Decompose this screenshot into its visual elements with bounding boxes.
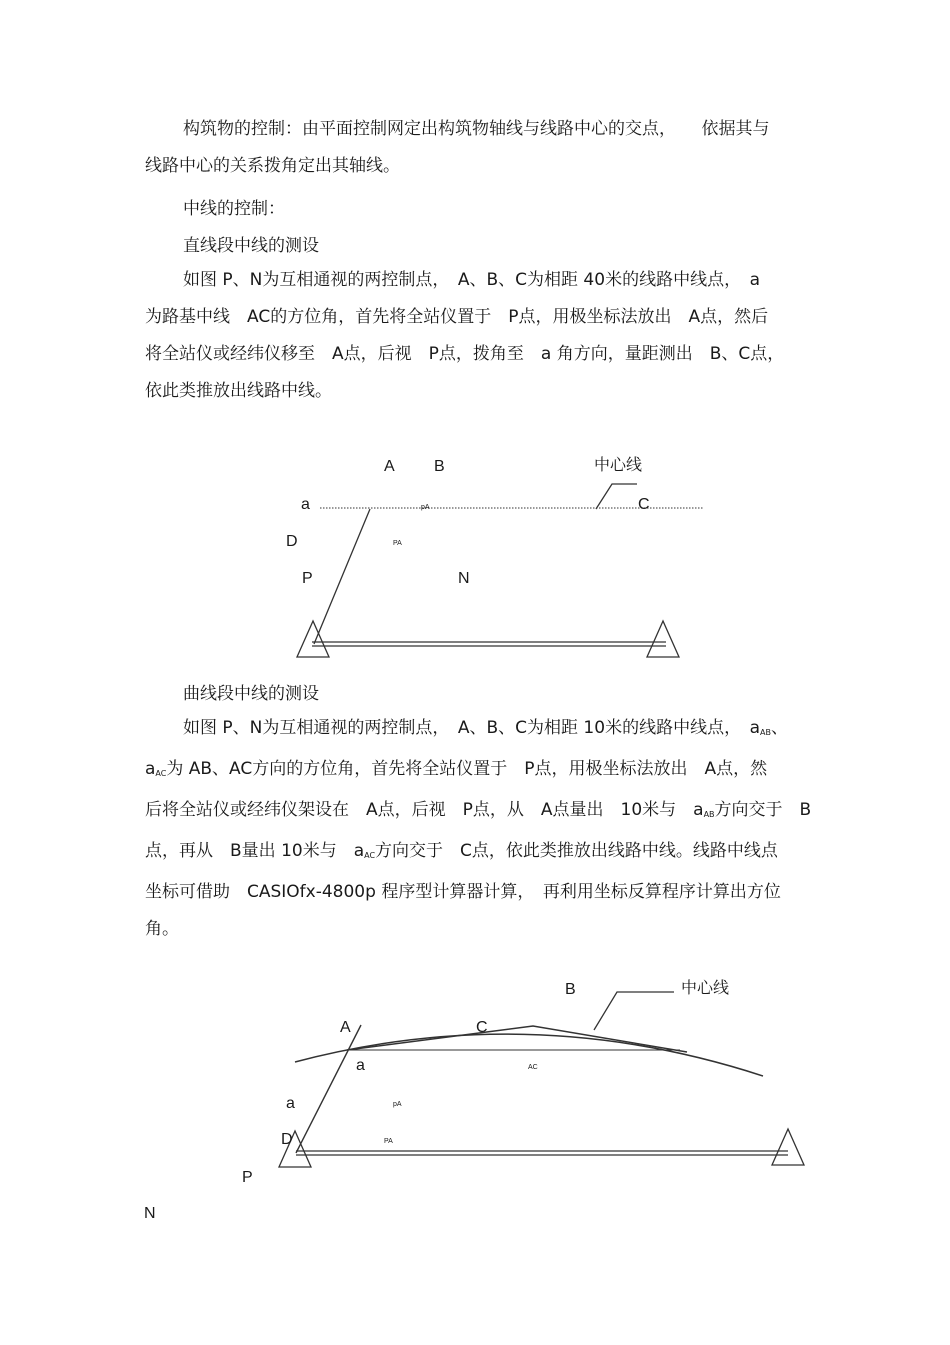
- text-run: 点，再从 B量出 10米与 a: [145, 841, 365, 861]
- text-run: 如图 P、N为互相通视的两控制点， A、B、C为相距 10米的线路中线点， a: [183, 718, 760, 738]
- text-run: 方向交于 B: [714, 800, 812, 820]
- text-line: 依此类推放出线路中线。: [145, 381, 332, 401]
- subscript-AB: AB: [703, 810, 715, 819]
- label-PA: PA: [384, 1138, 393, 1145]
- label-a: a: [301, 496, 310, 513]
- line-P-to-A: [314, 509, 370, 644]
- label-pA: pA: [393, 1101, 402, 1108]
- text-run: 后将全站仪或经纬仪架设在 A点，后视 P点，从 A点量出 10米与 a: [145, 800, 704, 820]
- heading-centerline-control: 中线的控制：: [183, 199, 285, 219]
- chord-lines: [347, 1026, 687, 1052]
- text-line: [145, 751, 810, 792]
- text-line: 如图 P、N为互相通视的两控制点， A、B、C为相距 40米的线路中线点， a: [183, 270, 760, 290]
- subscript-AC: AC: [155, 769, 167, 778]
- label-A: A: [384, 458, 395, 475]
- label-A: A: [340, 1019, 351, 1036]
- label-C: C: [638, 496, 650, 513]
- subscript-AC: AC: [364, 851, 376, 860]
- label-a: a: [286, 1095, 295, 1112]
- label-AC: AC: [528, 1064, 538, 1071]
- figure-curve-centerline: [0, 965, 950, 1225]
- control-point-N-triangle: [772, 1129, 804, 1165]
- text-line: [145, 792, 810, 833]
- label-pA: pA: [421, 504, 430, 511]
- label-C: C: [476, 1019, 488, 1036]
- paragraph-curve-method: [145, 710, 810, 948]
- text-run: a: [145, 759, 156, 779]
- heading-curve-section: 曲线段中线的测设: [183, 684, 319, 704]
- label-centerline: 中心线: [681, 978, 730, 997]
- label-D: D: [286, 533, 298, 550]
- label-a: a: [356, 1057, 365, 1074]
- text-line: [145, 710, 810, 751]
- text-line: 为路基中线 AC的方位角，首先将全站仪置于 P点，用极坐标法放出 A点，然后: [145, 307, 769, 327]
- label-N: N: [144, 1205, 156, 1222]
- label-PA: PA: [393, 540, 402, 547]
- label-D: D: [281, 1131, 293, 1148]
- figure-straight-centerline: [0, 440, 950, 670]
- text-run: 为 AB、AC方向的方位角，首先将全站仪置于 P点，用极坐标法放出 A点，然: [166, 759, 768, 779]
- text-line: 构筑物的控制：由平面控制网定出构筑物轴线与线路中心的交点， 依据其与: [183, 119, 770, 139]
- heading-straight-section: 直线段中线的测设: [183, 236, 319, 256]
- label-P: P: [242, 1169, 253, 1186]
- text-line: [145, 833, 810, 874]
- centerline-leader: [596, 484, 637, 509]
- label-B: B: [434, 458, 445, 475]
- text-line: 将全站仪或经纬仪移至 A点，后视 P点，拨角至 a 角方向，量距测出 B、C点，: [145, 344, 785, 364]
- label-N: N: [458, 570, 470, 587]
- line-P-to-A: [296, 1025, 361, 1153]
- paragraph-structure-control: [145, 111, 810, 185]
- label-B: B: [565, 981, 576, 998]
- text-line: 角。: [145, 919, 179, 939]
- text-line: 线路中心的关系拨角定出其轴线。: [145, 156, 400, 176]
- text-run: 方向交于 C点，依此类推放出线路中线。线路中线点: [375, 841, 778, 861]
- control-point-P-triangle: [297, 621, 329, 657]
- subscript-AB: AB: [760, 728, 771, 737]
- label-P: P: [302, 570, 313, 587]
- text-run: 、: [770, 718, 788, 738]
- control-point-N-triangle: [647, 621, 679, 657]
- label-centerline: 中心线: [594, 455, 643, 474]
- centerline-leader: [594, 992, 674, 1030]
- text-line: 坐标可借助 CASIOfx-4800p 程序型计算器计算， 再利用坐标反算程序计算出方位: [145, 882, 781, 902]
- paragraph-straight-method: [145, 262, 810, 410]
